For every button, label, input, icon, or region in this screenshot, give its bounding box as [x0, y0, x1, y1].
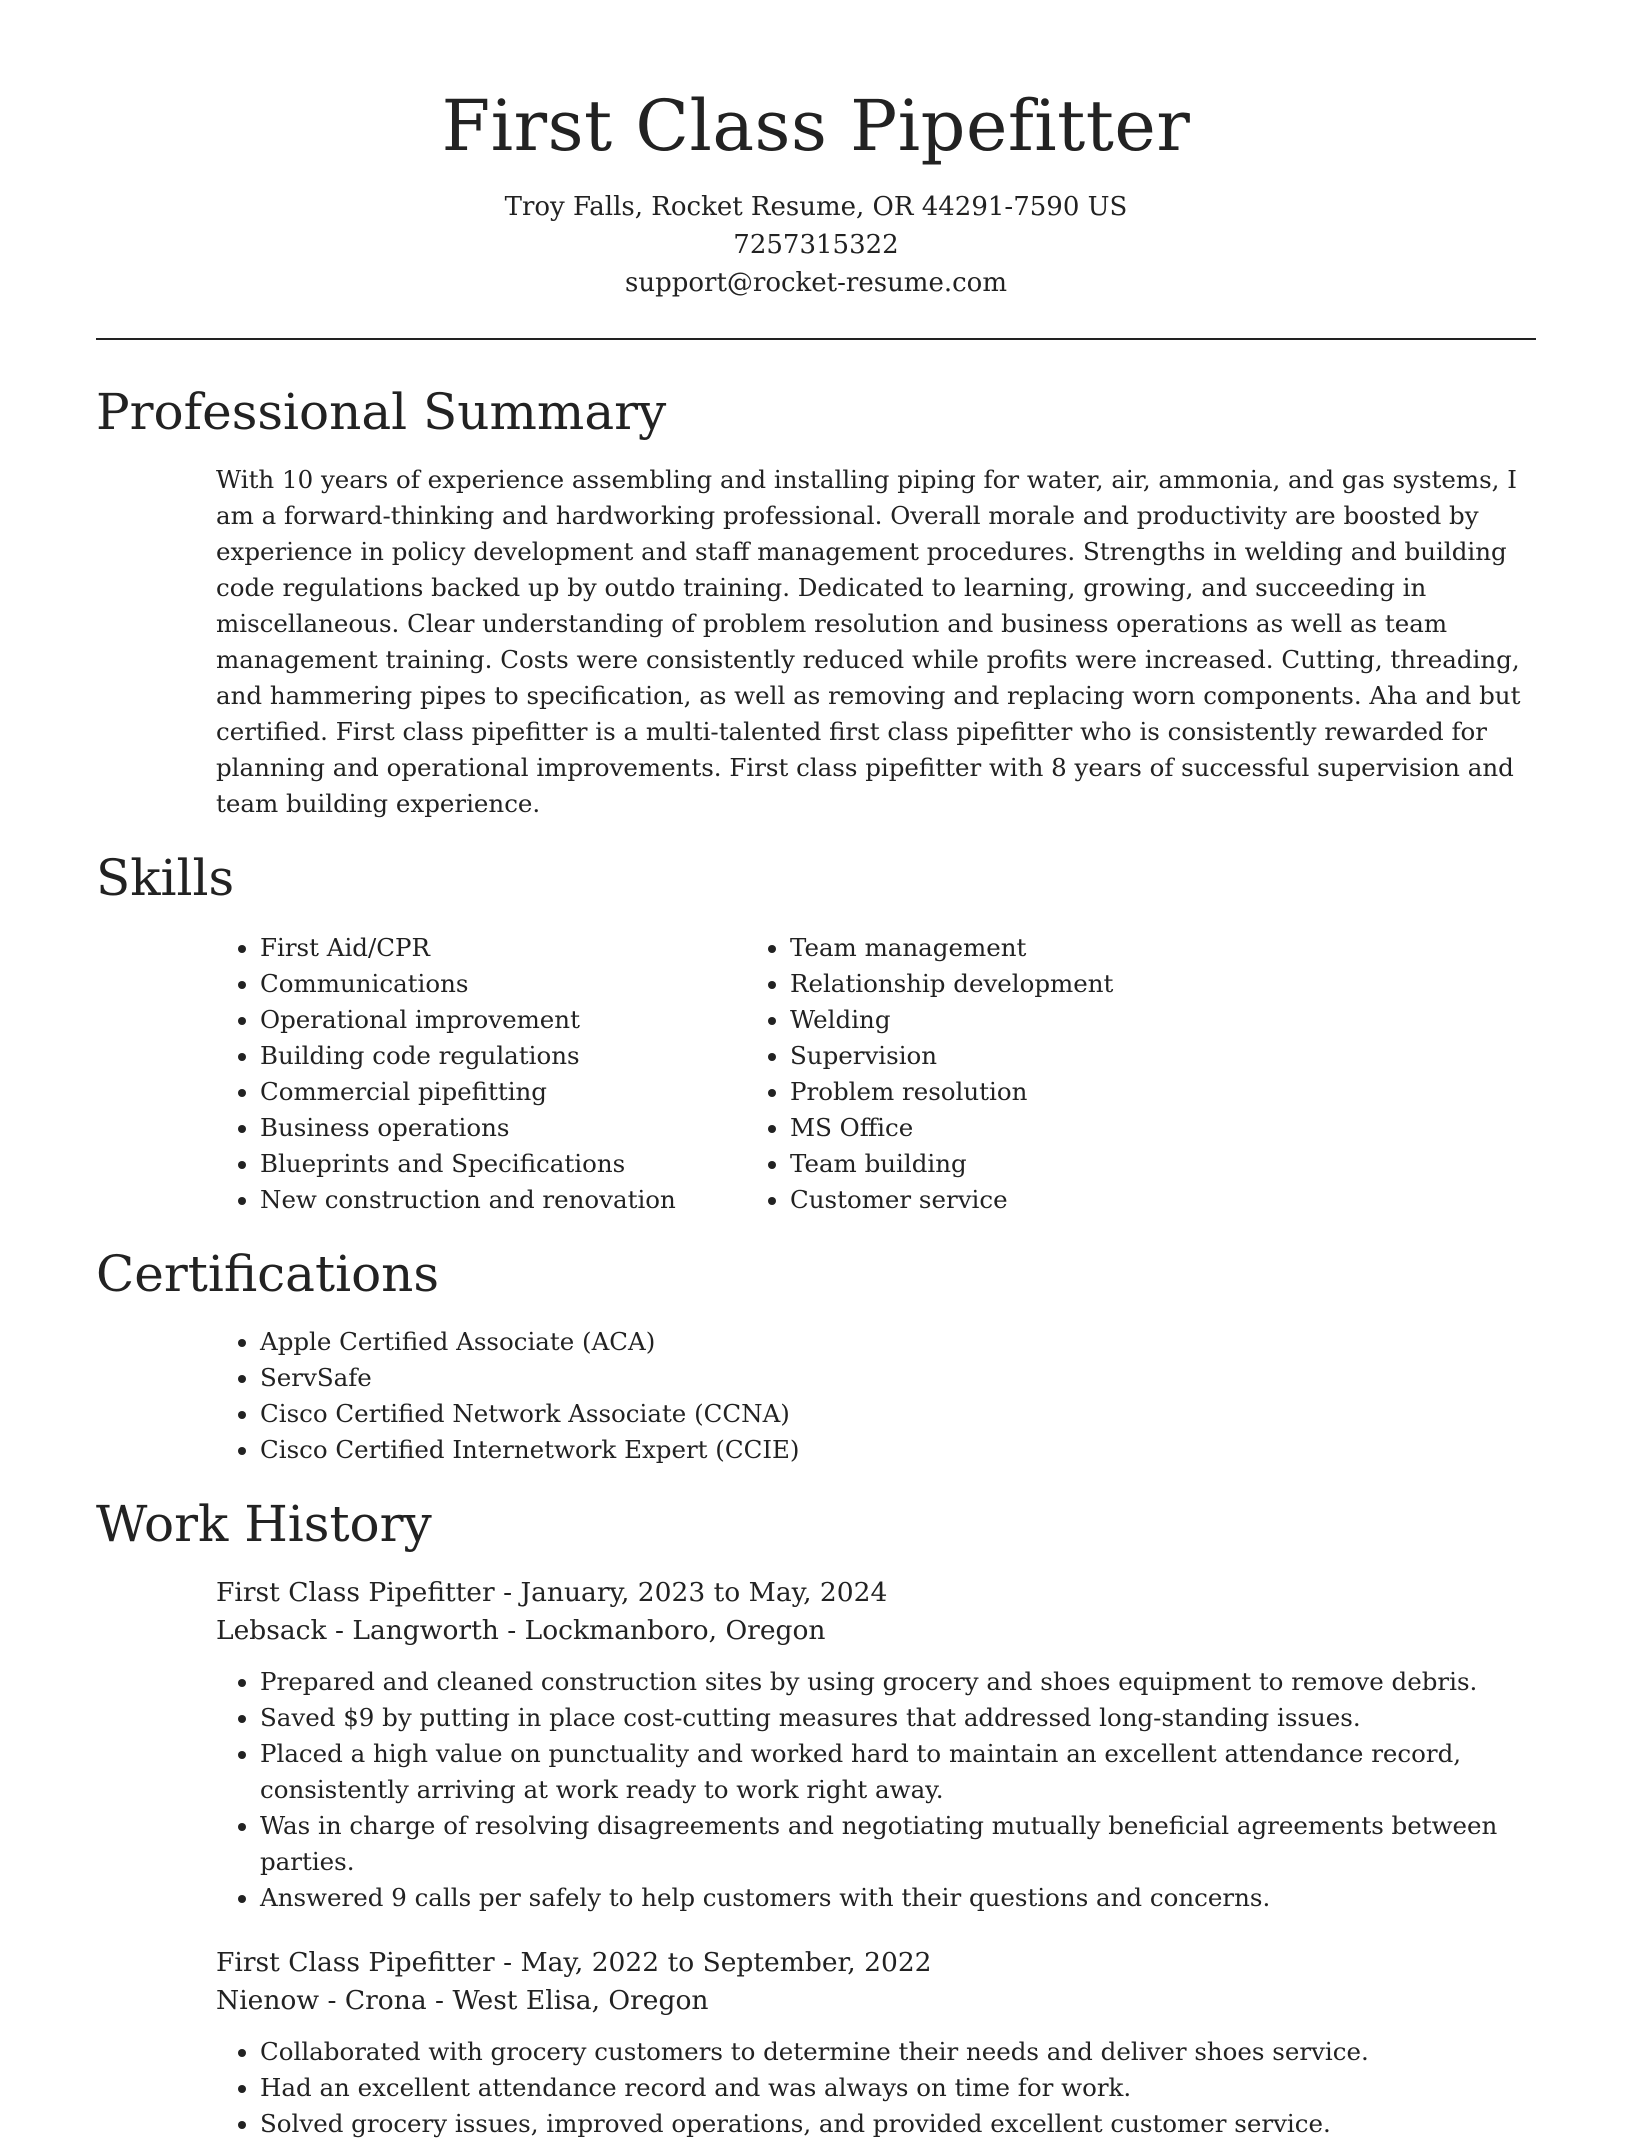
skills-column-left — [96, 930, 746, 1218]
certification-item: • Cisco Certified Internetwork Expert (CCIE) — [260, 1432, 1536, 1468]
skill-item: • MS Office — [790, 1110, 1396, 1146]
job-bullet: • Solved grocery issues, improved operations, and provided excellent customer service. — [260, 2106, 1536, 2142]
certification-item: • ServSafe — [260, 1360, 1536, 1396]
skill-item: • Relationship development — [790, 966, 1396, 1002]
job-bullets — [96, 2034, 1536, 2142]
summary-heading: Professional Summary — [96, 383, 667, 441]
job-header — [216, 1944, 1536, 2020]
skill-item: • Operational improvement — [260, 1002, 746, 1038]
resume-header — [96, 0, 1536, 302]
certifications-list — [96, 1324, 1536, 1468]
certification-item: • Cisco Certified Network Associate (CCNA) — [260, 1396, 1536, 1432]
skills-list-right — [746, 930, 1396, 1218]
candidate-name: First Class Pipefitter — [441, 85, 1191, 167]
job-bullet: • Collaborated with grocery customers to determine their needs and deliver shoes service. — [260, 2034, 1536, 2070]
contact-email: support@rocket-resume.com — [624, 268, 1007, 298]
skills-list-left — [96, 930, 746, 1218]
job-company-line: Lebsack - Langworth - Lockmanboro, Oregon — [216, 1615, 826, 1646]
job-header — [216, 1574, 1536, 1650]
job-bullet: • Answered 9 calls per safely to help customers with their questions and concerns. — [260, 1880, 1536, 1916]
summary-text: With 10 years of experience assembling and installing piping for water, air, ammonia, and gas systems, I am a forward-thinking and hardworking professional. Overall morale and productivity are boosted by experience in policy development and staff management procedures. Strengths in welding and building code regulations backed up by outdo training. Dedicated to learning, growing, and succeeding in miscellaneous. Clear understanding of problem resolution and business operations as well as team management training. Costs were consistently reduced while profits were increased. Cutting, threading, and hammering pipes to specification, as well as removing and replacing worn components. Aha and but certified. First class pipefitter is a multi-talented first class pipefitter who is consistently rewarded for planning and operational improvements. First class pipefitter with 8 years of successful supervision and team building experience. — [216, 465, 1521, 818]
skills-grid — [96, 930, 1536, 1218]
skill-item: • Customer service — [790, 1182, 1396, 1218]
job-bullet: • Prepared and cleaned construction sites by using grocery and shoes equipment to remove debris. — [260, 1664, 1536, 1700]
job-position: First Class Pipefitter — [216, 1577, 495, 1608]
certifications-heading: Certifications — [96, 1245, 440, 1303]
skill-item: • First Aid/CPR — [260, 930, 746, 966]
job-position: First Class Pipefitter — [216, 1947, 495, 1978]
skill-item: • Team management — [790, 930, 1396, 966]
contact-address: Troy Falls, Rocket Resume, OR 44291-7590 US — [504, 192, 1128, 222]
job-entry — [216, 1944, 1536, 2020]
skill-item: • Commercial pipefitting — [260, 1074, 746, 1110]
job-bullet: • Saved $9 by putting in place cost-cutting measures that addressed long-standing issues. — [260, 1700, 1536, 1736]
job-bullet: • Was in charge of resolving disagreements and negotiating mutually beneficial agreements between parties. — [260, 1808, 1536, 1880]
job-location: West Elisa, Oregon — [452, 1985, 709, 2016]
job-bullet: • Had an excellent attendance record and was always on time for work. — [260, 2070, 1536, 2106]
job-location: Lockmanboro, Oregon — [524, 1615, 826, 1646]
skill-item: • Blueprints and Specifications — [260, 1146, 746, 1182]
job-bullets — [96, 1664, 1536, 1916]
skill-item: • Business operations — [260, 1110, 746, 1146]
job-entry — [216, 1574, 1536, 1650]
job-dates: May, 2022 to September, 2022 — [520, 1947, 932, 1978]
skill-item: • Problem resolution — [790, 1074, 1396, 1110]
job-title-line: First Class Pipefitter - May, 2022 to September, 2022 — [216, 1947, 932, 1978]
job-company: Nienow - Crona — [216, 1985, 427, 2016]
skill-item: • Team building — [790, 1146, 1396, 1182]
job-company: Lebsack - Langworth — [216, 1615, 499, 1646]
work-history-heading: Work History — [96, 1495, 432, 1553]
job-dates: January, 2023 to May, 2024 — [520, 1577, 888, 1608]
skill-item: • New construction and renovation — [260, 1182, 746, 1218]
contact-phone: 7257315322 — [733, 230, 899, 260]
certification-item: • Apple Certified Associate (ACA) — [260, 1324, 1536, 1360]
skill-item: • Building code regulations — [260, 1038, 746, 1074]
job-bullet: • Placed a high value on punctuality and worked hard to maintain an excellent attendance record, consistently arriving at work ready to work right away. — [260, 1736, 1536, 1808]
skills-column-right — [746, 930, 1396, 1218]
job-title-line: First Class Pipefitter - January, 2023 to May, 2024 — [216, 1577, 888, 1608]
skills-heading: Skills — [96, 849, 235, 907]
header-divider — [96, 338, 1536, 340]
skill-item: • Welding — [790, 1002, 1396, 1038]
contact-block — [96, 188, 1536, 302]
skill-item: • Communications — [260, 966, 746, 1002]
job-company-line: Nienow - Crona - West Elisa, Oregon — [216, 1985, 709, 2016]
skill-item: • Supervision — [790, 1038, 1396, 1074]
